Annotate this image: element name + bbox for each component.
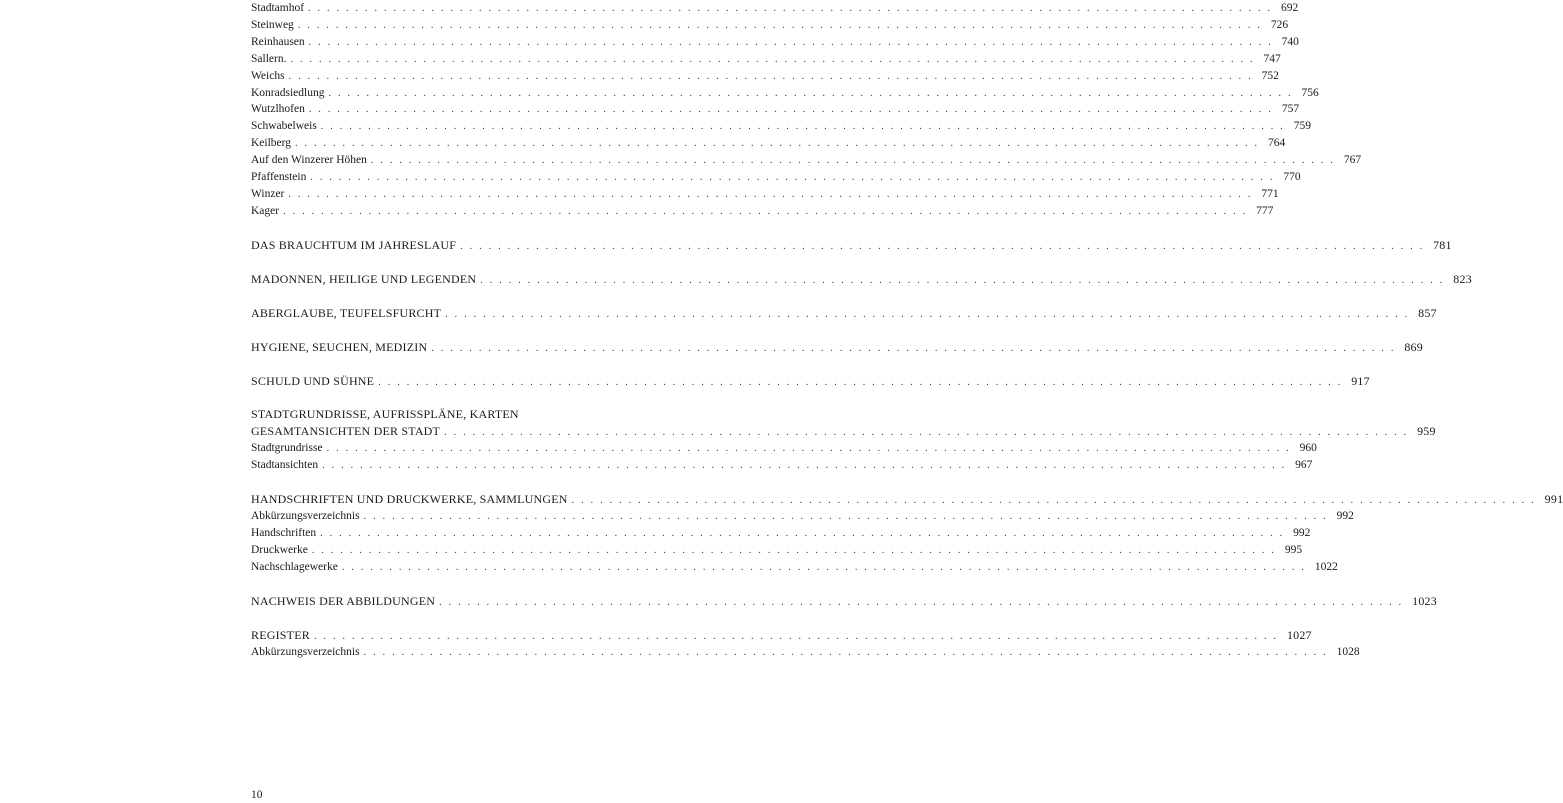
dot-leader: ...................................................................................................... (290, 54, 1260, 65)
dot-leader: ...................................................................................................... (310, 172, 1280, 183)
toc-entry (251, 542, 1303, 559)
toc-chapter-label: GESAMTANSICHTEN DER STADT (251, 424, 441, 438)
toc-entry (251, 203, 1274, 220)
toc-entry (251, 101, 1300, 118)
dot-leader: ...................................................................................................... (288, 71, 1258, 82)
dot-leader: ...................................................................................................... (328, 88, 1298, 99)
toc-entry-page: 1023 (1412, 594, 1437, 608)
toc-chapter (251, 406, 749, 423)
dot-leader: ...................................................................................................... (378, 377, 1348, 388)
dot-leader: ...................................................................................................... (341, 562, 1311, 573)
dot-leader: ...................................................................................................... (320, 528, 1290, 539)
toc-entry-label: Auf den Winzerer Höhen (251, 154, 367, 166)
page-number: 10 (251, 789, 263, 801)
toc-entry (251, 51, 1281, 68)
dot-leader: ...................................................................................................... (363, 511, 1333, 522)
toc-entry-label: Handschriften (251, 527, 317, 539)
dot-leader: ...................................................................................................... (480, 275, 1450, 286)
dot-leader: ...................................................................................................... (311, 545, 1281, 556)
toc-chapter-label: REGISTER (251, 628, 310, 642)
toc-entry (251, 644, 1360, 661)
toc-entry-page: 764 (1268, 137, 1286, 149)
toc-entry-page: 1022 (1314, 561, 1338, 573)
toc-entry (251, 68, 1279, 85)
toc-entry-page: 752 (1261, 70, 1279, 82)
toc-entry-label: Stadtgrundrisse (251, 442, 323, 454)
toc-entry-page: 692 (1281, 2, 1299, 14)
toc-entry (251, 118, 1312, 135)
toc-entry-page: 857 (1418, 306, 1437, 320)
toc-chapter (251, 271, 1472, 288)
dot-leader: ...................................................................................................... (460, 241, 1430, 252)
dot-leader: ...................................................................................................... (571, 495, 1541, 506)
toc-entry-page: 771 (1261, 188, 1279, 200)
dot-leader: ...................................................................................................... (308, 3, 1278, 14)
toc-entry-label: Wutzlhofen (251, 103, 305, 115)
toc-entry-page: 777 (1256, 205, 1274, 217)
toc-entry-page: 959 (1417, 424, 1436, 438)
toc-chapter (251, 305, 1437, 322)
toc-entry-page: 726 (1270, 19, 1289, 31)
toc-entry (251, 85, 1319, 102)
dot-leader: ...................................................................................................... (308, 104, 1278, 115)
toc-chapter (251, 627, 1312, 644)
toc-chapter-label: ABERGLAUBE, TEUFELSFURCHT (251, 306, 442, 320)
toc-entry-page: 1027 (1286, 628, 1312, 642)
toc-entry (251, 525, 1311, 542)
toc-entry-label: Kager (251, 205, 280, 217)
toc-entry-label: Sallern. (251, 53, 287, 65)
toc-entry-label: Stadtansichten (251, 459, 319, 471)
toc-chapter (251, 423, 1436, 440)
toc-entry-page: 992 (1293, 527, 1311, 539)
toc-chapter (251, 373, 1370, 390)
dot-leader: ...................................................................................................... (445, 309, 1415, 320)
dot-leader: ...................................................................................................... (283, 206, 1253, 217)
toc-entry-label: Reinhausen (251, 36, 305, 48)
toc-chapter-label: HYGIENE, SEUCHEN, MEDIZIN (251, 340, 428, 354)
toc-entry-page: 967 (1295, 459, 1313, 471)
toc-entry-page: 767 (1343, 154, 1362, 166)
toc-entry (251, 17, 1289, 34)
dot-leader: ...................................................................................................... (363, 647, 1333, 658)
toc-entry-label: Schwabelweis (251, 120, 317, 132)
toc-entry (251, 508, 1354, 525)
toc-entry-label: Pfaffenstein (251, 171, 307, 183)
toc-entry (251, 0, 1299, 17)
toc-entry-page: 759 (1293, 120, 1312, 132)
toc-chapter (251, 237, 1452, 254)
toc-entry (251, 440, 1317, 457)
dot-leader: ...................................................................................................... (370, 155, 1340, 166)
toc-entry-page: 770 (1283, 171, 1301, 183)
toc-entry-page: 869 (1404, 340, 1423, 354)
toc-entry-label: Nachschlagewerke (251, 561, 338, 573)
toc-entry-label: Keilberg (251, 137, 292, 149)
toc-entry (251, 457, 1313, 474)
toc-entry (251, 559, 1338, 576)
dot-leader: ...................................................................................................... (297, 20, 1267, 31)
dot-leader: ...................................................................................................... (308, 37, 1278, 48)
toc-chapter-label: STADTGRUNDRISSE, AUFRISSPLÄNE, KARTEN (251, 407, 519, 421)
toc-entry (251, 152, 1362, 169)
dot-leader: ...................................................................................................... (444, 427, 1414, 438)
toc-chapter-label: DAS BRAUCHTUM IM JAHRESLAUF (251, 238, 457, 252)
toc-entry-page: 756 (1301, 87, 1319, 99)
toc-chapter (251, 593, 1437, 610)
toc-chapter-label: MADONNEN, HEILIGE UND LEGENDEN (251, 272, 477, 286)
toc-entry-label: Konradsiedlung (251, 87, 325, 99)
toc-chapter (251, 491, 1563, 508)
toc-entry-page: 960 (1299, 442, 1317, 454)
toc-entry-label: Abkürzungsverzeichnis (251, 510, 360, 522)
toc-entry-label: Weichs (251, 70, 285, 82)
toc-entry (251, 34, 1299, 51)
toc-entry-page: 917 (1351, 374, 1370, 388)
toc-entry-page: 740 (1281, 36, 1299, 48)
toc-entry-label: Winzer (251, 188, 285, 200)
toc-entry-page: 991 (1544, 492, 1563, 506)
toc-chapter (251, 339, 1423, 356)
dot-leader: ...................................................................................................... (295, 138, 1265, 149)
dot-leader: ...................................................................................................... (439, 597, 1409, 608)
toc-chapter-label: HANDSCHRIFTEN UND DRUCKWERKE, SAMMLUNGEN (251, 492, 568, 506)
toc-chapter-label: SCHULD UND SÜHNE (251, 374, 375, 388)
dot-leader: ...................................................................................................... (313, 631, 1283, 642)
toc-entry-label: Stadtamhof (251, 2, 305, 14)
dot-leader: ...................................................................................................... (431, 343, 1401, 354)
toc-chapter-label: NACHWEIS DER ABBILDUNGEN (251, 594, 436, 608)
dot-leader: ...................................................................................................... (326, 443, 1296, 454)
toc-entry-page: 781 (1433, 238, 1452, 252)
dot-leader: ...................................................................................................... (320, 121, 1290, 132)
toc-entry (251, 169, 1301, 186)
toc-entry-label: Druckwerke (251, 544, 308, 556)
toc-entry-page: 747 (1263, 53, 1281, 65)
toc-entry-page: 995 (1284, 544, 1303, 556)
toc-entry-page: 823 (1453, 272, 1472, 286)
toc-entry (251, 186, 1279, 203)
toc-entry-page: 1028 (1336, 646, 1360, 658)
toc-entry (251, 135, 1286, 152)
toc-entry-page: 992 (1336, 510, 1354, 522)
toc-entry-label: Abkürzungsverzeichnis (251, 646, 360, 658)
dot-leader: ...................................................................................................... (288, 189, 1258, 200)
toc-entry-label: Steinweg (251, 19, 294, 31)
dot-leader: ...................................................................................................... (322, 460, 1292, 471)
toc-entry-page: 757 (1281, 103, 1300, 115)
